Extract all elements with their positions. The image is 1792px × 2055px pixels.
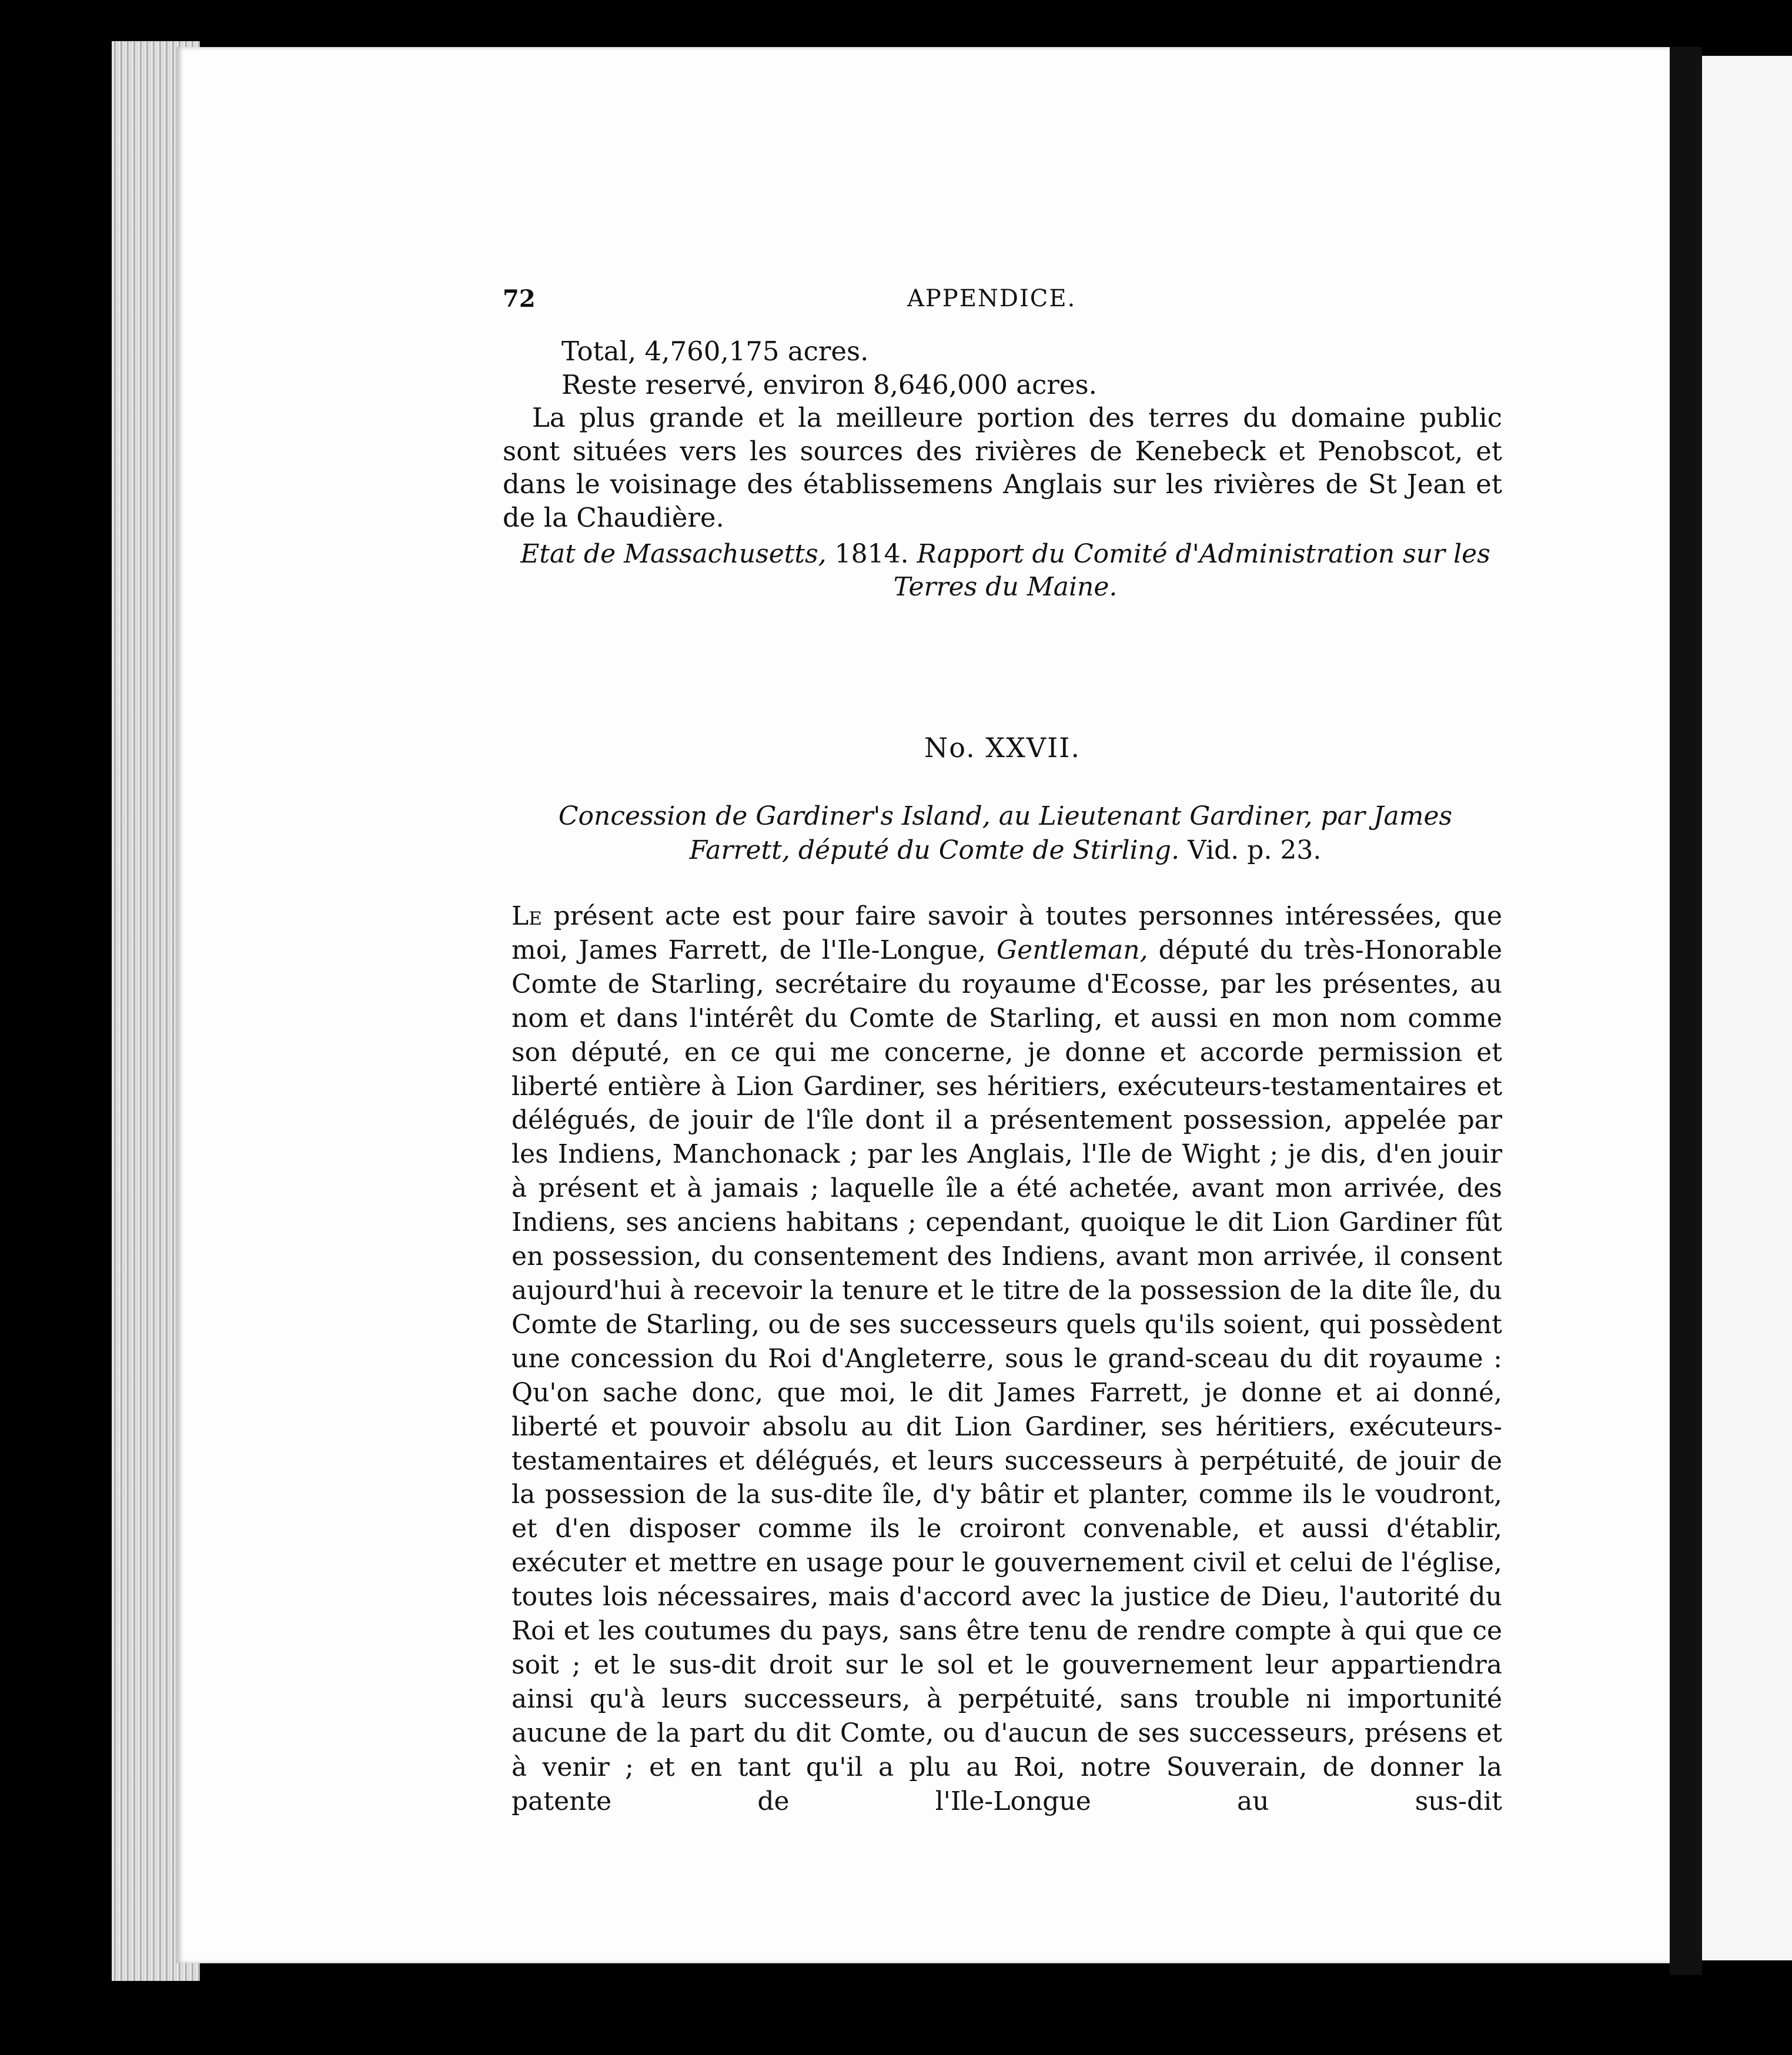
concession-text <box>511 899 1502 1818</box>
body-text-part1: présent acte est pour faire savoir à toutes personnes intéressées, que moi, James Farrett, de l'Ile-Longue, <box>511 901 1502 965</box>
section-title-reference: Vid. p. 23. <box>1179 835 1322 865</box>
body-italic-word: Gentleman, <box>997 935 1148 965</box>
summary-paragraph: La plus grande et la meilleure portion des terres du domaine public sont situées vers les sources des rivières de Kenebeck et Penobscot, et dans le voisinage des établissemens Anglais sur les rivières de St Jean et de la Chaudière. <box>503 402 1502 533</box>
book-gutter <box>1670 47 1702 1975</box>
page-header <box>503 285 1502 326</box>
facing-page-edge <box>1702 56 1792 1960</box>
running-title: APPENDICE. <box>907 285 1076 312</box>
page-number: 72 <box>503 285 536 313</box>
citation-year: 1814. <box>826 539 917 569</box>
citation-state: Etat de Massachusetts, <box>520 539 827 569</box>
section-number: No. XXVII. <box>924 732 1081 764</box>
totals-line: Total, 4,760,175 acres. <box>561 336 869 367</box>
source-citation <box>517 538 1493 604</box>
section-title-text: Concession de Gardiner's Island, au Lieutenant Gardiner, par James Farrett, député du Comte de Stirling. <box>558 801 1453 865</box>
body-text-part2: député du très-Honorable Comte de Starling, secrétaire du royaume d'Ecosse, par les présentes, au nom et dans l'intérêt du Comte de Starling, et aussi en mon nom comme son député, en ce qui me concerne, je donne et accorde permission et liberté entière à Lion Gardiner, ses héritiers, exécuteurs-testamentaires et délégués, de jouir de l'île dont il a présentement possession, appelée par les Indiens, Manchonack ; par les Anglais, l'Ile de Wight ; je dis, d'en jouir à présent et à jamais ; laquelle île a été achetée, avant mon arrivée, des Indiens, ses anciens habitans ; cependant, quoique le dit Lion Gardiner fût en possession, du consentement des Indiens, avant mon arrivée, il consent aujourd'hui à recevoir la tenure et le titre de la possession de la dite île, du Comte de Starling, ou de ses successeurs quels qu'ils soient, qui possèdent une concession du Roi d'Angleterre, sous le grand-sceau du dit royaume : Qu'on sache donc, que moi, le dit James Farrett, je donne et ai donné, liberté et pouvoir absolu au dit Lion Gardiner, ses héritiers, exécuteurs-testamentaires et délégués, et leurs successeurs à perpétuité, de jouir de la possession de la sus-dite île, d'y bâtir et planter, comme ils le voudront, et d'en disposer comme ils le croiront convenable, et aussi d'établir, exécuter et mettre en usage pour le gouvernement civil et celui de l'église, toutes lois nécessaires, mais d'accord avec la justice de Dieu, l'autorité du Roi et les coutumes du pays, sans être tenu de rendre compte à qui que ce soit ; et le sus-dit droit sur le sol et le gouvernement leur appartiendra ainsi qu'à leurs successeurs, à perpétuité, sans trouble ni importunité aucune de la part du dit Comte, ou d'aucun de ses successeurs, présens et à venir ; et en tant qu'il a plu au Roi, notre Souverain, de donner la patente de l'Ile-Longue au sus-dit <box>511 935 1502 1816</box>
reserved-line: Reste reservé, environ 8,646,000 acres. <box>561 369 1097 400</box>
totals-block <box>503 335 1502 401</box>
citation-report: Rapport du Comité d'Administration sur les Terres du Maine. <box>893 539 1490 602</box>
section-title <box>517 799 1493 868</box>
opening-word: Le <box>511 901 542 931</box>
